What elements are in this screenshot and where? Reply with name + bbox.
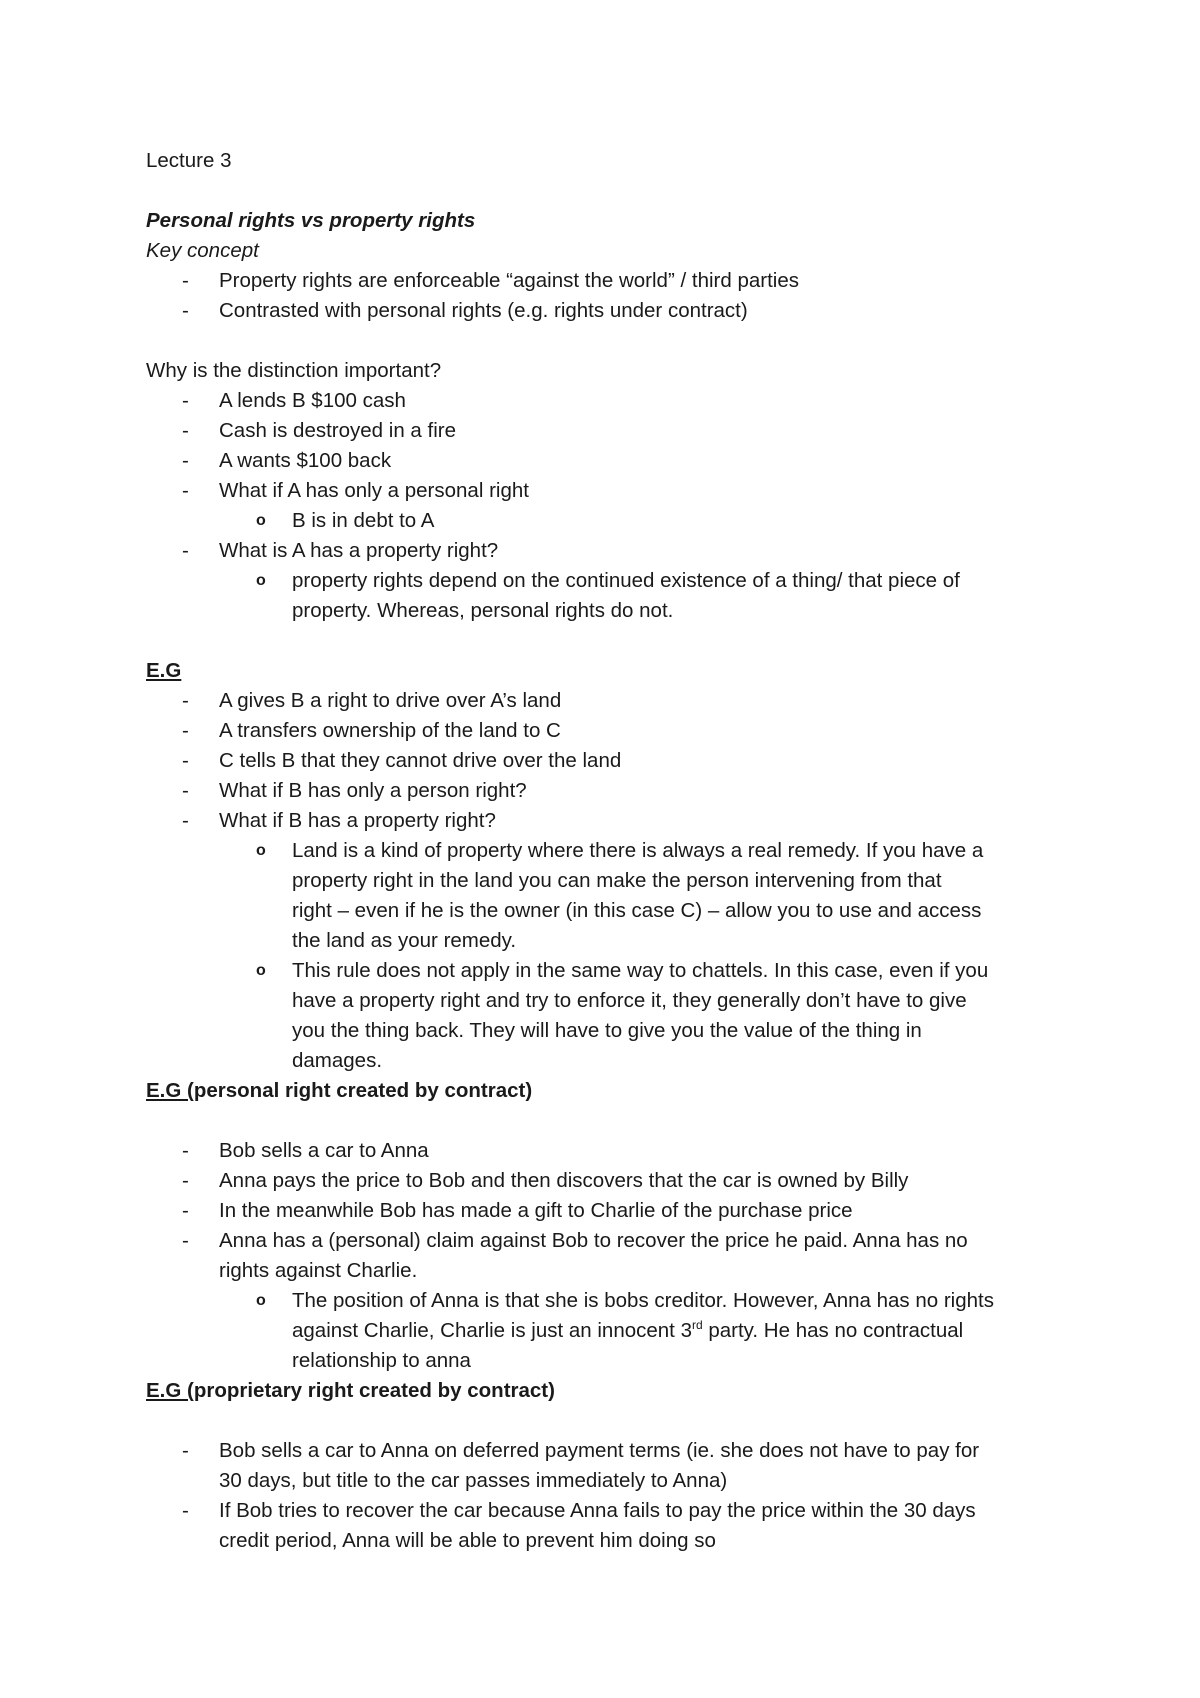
text-part: against Charlie, Charlie is just an innocent 3 (292, 1319, 692, 1342)
dash-bullet: - (182, 1499, 189, 1522)
dash-bullet: - (182, 1199, 189, 1222)
list-item: What is A has a property right? (219, 539, 499, 562)
dash-bullet: - (182, 299, 189, 322)
dash-bullet: - (182, 389, 189, 412)
list-item: A transfers ownership of the land to C (219, 719, 561, 742)
list-item: What if A has only a personal right (219, 479, 529, 502)
superscript: rd (691, 1318, 703, 1333)
dash-bullet: - (182, 449, 189, 472)
list-item: What if B has a property right? (219, 809, 496, 832)
example-heading-rest: proprietary right created by contract) (193, 1379, 555, 1402)
sub-list-item-continued: property. Whereas, personal rights do not. (292, 599, 674, 622)
example-heading-underlined: E.G ( (146, 1079, 194, 1102)
sub-list-item-continued: have a property right and try to enforce it, they generally don’t have to give (292, 989, 967, 1012)
sub-list-item: This rule does not apply in the same way to chattels. In this case, even if you (292, 959, 989, 982)
sub-list-item-continued: relationship to anna (292, 1349, 471, 1372)
list-item: A gives B a right to drive over A’s land (219, 689, 562, 712)
circle-bullet: o (256, 842, 266, 859)
list-item-continued: rights against Charlie. (219, 1259, 418, 1282)
list-item: Contrasted with personal rights (e.g. rights under contract) (219, 299, 748, 322)
list-item: Cash is destroyed in a fire (219, 419, 457, 442)
document-title: Lecture 3 (146, 149, 232, 172)
circle-bullet: o (256, 1292, 266, 1309)
list-item: Anna pays the price to Bob and then discovers that the car is owned by Billy (219, 1169, 909, 1192)
list-item: In the meanwhile Bob has made a gift to Charlie of the purchase price (219, 1199, 853, 1222)
list-item-continued: credit period, Anna will be able to prevent him doing so (219, 1529, 716, 1552)
circle-bullet: o (256, 512, 266, 529)
dash-bullet: - (182, 479, 189, 502)
list-item: A lends B $100 cash (219, 389, 406, 412)
dash-bullet: - (182, 269, 189, 292)
sub-list-item-continued: damages. (292, 1049, 383, 1072)
example-heading-underlined: E.G ( (146, 1379, 194, 1402)
list-item-continued: 30 days, but title to the car passes immediately to Anna) (219, 1469, 728, 1492)
text-part: party. He has no contractual (702, 1319, 964, 1342)
dash-bullet: - (182, 419, 189, 442)
sub-list-item-continued (292, 1316, 963, 1346)
sub-list-item: Land is a kind of property where there is always a real remedy. If you have a (292, 839, 984, 862)
sub-list-item-continued: the land as your remedy. (292, 929, 517, 952)
dash-bullet: - (182, 749, 189, 772)
list-item: Property rights are enforceable “against the world” / third parties (219, 269, 799, 292)
circle-bullet: o (256, 962, 266, 979)
example-heading-rest: personal right created by contract) (193, 1079, 533, 1102)
dash-bullet: - (182, 539, 189, 562)
dash-bullet: - (182, 1139, 189, 1162)
list-item: Anna has a (personal) claim against Bob to recover the price he paid. Anna has no (219, 1229, 968, 1252)
section-heading: Personal rights vs property rights (146, 209, 476, 232)
circle-bullet: o (256, 572, 266, 589)
sub-list-item: property rights depend on the continued existence of a thing/ that piece of (292, 569, 960, 592)
example-heading: E.G (146, 659, 182, 682)
dash-bullet: - (182, 779, 189, 802)
example-heading (146, 1076, 532, 1106)
sub-list-item-continued: property right in the land you can make the person intervening from that (292, 869, 942, 892)
dash-bullet: - (182, 689, 189, 712)
dash-bullet: - (182, 809, 189, 832)
dash-bullet: - (182, 719, 189, 742)
sub-list-item: The position of Anna is that she is bobs creditor. However, Anna has no rights (292, 1289, 994, 1312)
example-heading (146, 1376, 555, 1406)
list-item: A wants $100 back (219, 449, 392, 472)
sub-list-item-continued: you the thing back. They will have to give you the value of the thing in (292, 1019, 922, 1042)
list-item: Bob sells a car to Anna on deferred payment terms (ie. she does not have to pay for (219, 1439, 980, 1462)
list-item: C tells B that they cannot drive over the land (219, 749, 622, 772)
list-item: Bob sells a car to Anna (219, 1139, 429, 1162)
section-question: Why is the distinction important? (146, 359, 442, 382)
sub-list-item-continued: right – even if he is the owner (in this case C) – allow you to use and access (292, 899, 982, 922)
sub-list-item: B is in debt to A (292, 509, 435, 532)
dash-bullet: - (182, 1439, 189, 1462)
list-item: What if B has only a person right? (219, 779, 527, 802)
dash-bullet: - (182, 1229, 189, 1252)
list-item: If Bob tries to recover the car because Anna fails to pay the price within the 30 days (219, 1499, 976, 1522)
dash-bullet: - (182, 1169, 189, 1192)
section-subheading: Key concept (146, 239, 259, 262)
